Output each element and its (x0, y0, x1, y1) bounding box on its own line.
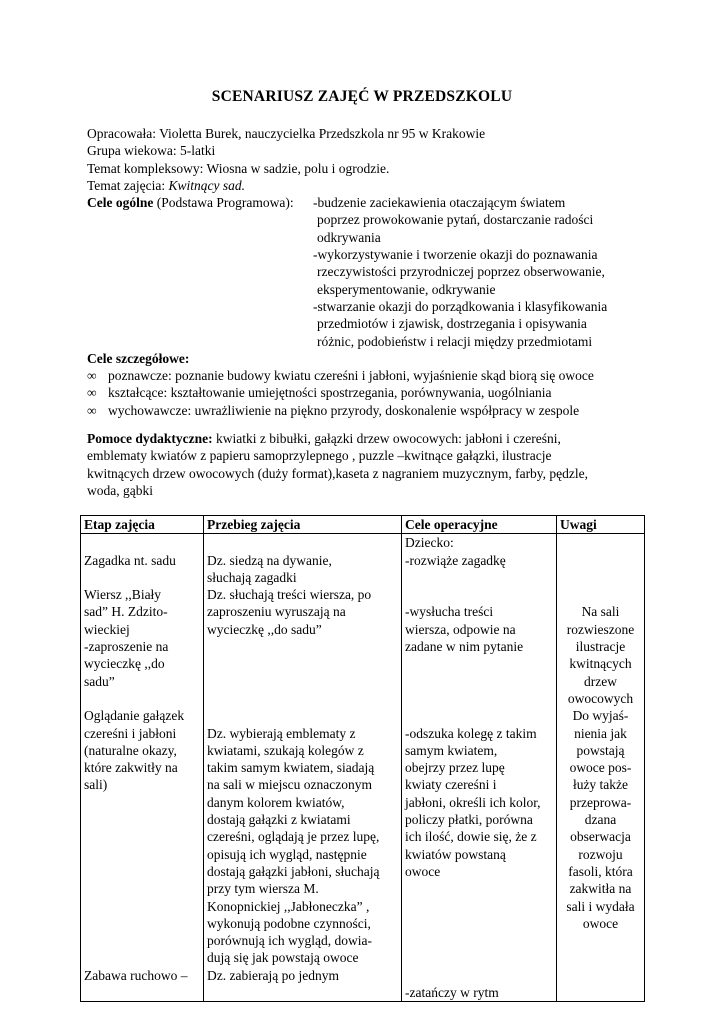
cell-line: (naturalne okazy, (84, 742, 177, 758)
aids-text: woda, gąbki (87, 482, 153, 498)
cell-line: -odszuka kolegę z takim (405, 725, 537, 741)
specific-goal-text: wychowawcze: uwrażliwienie na piękno przyrody, doskonalenie współpracy w zespole (108, 402, 580, 418)
general-goal-text: poprzez prowokowanie pytań, dostarczanie radości (317, 212, 594, 228)
general-goal-line (87, 281, 647, 298)
infinity-bullet-icon: ∞ (87, 385, 97, 401)
cell-line (405, 707, 553, 724)
cell-line: nienia jak (574, 725, 627, 741)
cell-line: wykonują podobne czynności, (207, 915, 371, 931)
cell-line: kwiatów powstaną (405, 846, 506, 862)
general-goal-line (87, 263, 647, 280)
table-cell (402, 534, 557, 586)
table-header-row (81, 516, 645, 534)
cell-line (405, 967, 553, 984)
cell-line: takim samym kwiatem, siadają (207, 760, 375, 776)
cell-line: jabłoni, określi ich kolor, (405, 794, 541, 810)
general-goal-line (87, 333, 647, 350)
cell-line: sad” H. Zdzito- (84, 604, 168, 620)
cell-line: opisują ich wygląd, następnie (207, 846, 367, 862)
cell-line: kwiaty czereśni i (405, 777, 497, 793)
general-goal-line (87, 211, 647, 228)
cell-line: na sali w miejscu oznaczonym (207, 777, 372, 793)
infinity-bullet-icon: ∞ (87, 368, 97, 384)
topic-label: Temat zajęcia: (87, 177, 169, 193)
cell-line: owoce (582, 915, 619, 931)
cell-line: czereśni, oglądają je przez lupę, (207, 829, 380, 845)
cell-line: dostają gałązki jabłoni, słuchają (207, 863, 380, 879)
cell-line: Dziecko: (405, 535, 454, 551)
cell-line: łuży także (572, 777, 629, 793)
cell-line: -zatańczy w rytm (405, 985, 499, 1001)
cell-line: zakwitła na (569, 881, 632, 897)
document-title: SCENARIUSZ ZAJĘĆ W PRZEDSZKOLU (211, 88, 513, 105)
group-line: Grupa wiekowa: 5-latki (87, 143, 216, 159)
list-item (87, 367, 647, 384)
cell-line: rozwoju (578, 846, 623, 862)
cell-line: Do wyjaś- (572, 708, 629, 724)
table-cell (204, 707, 402, 966)
cell-line (207, 707, 398, 724)
table-row (81, 534, 645, 586)
cell-line: zaproszeniu wyruszają na (207, 604, 346, 620)
cell-line: owoce pos- (569, 760, 632, 776)
aids-line (87, 430, 647, 447)
teaching-aids (87, 430, 647, 499)
infinity-bullet-icon: ∞ (87, 402, 97, 418)
general-goal-text: różnic, podobieństw i relacji między przedmiotami (317, 333, 593, 349)
table-cell (204, 967, 402, 1002)
cell-line: ich ilość, dowie się, że z (405, 829, 537, 845)
aids-line (87, 447, 647, 464)
list-item (87, 402, 647, 419)
table-cell (402, 967, 557, 1002)
table-cell (557, 967, 645, 1002)
topic-value: Kwitnący sad. (168, 177, 246, 193)
cell-line: owoce (405, 863, 441, 879)
general-goal-line (87, 246, 647, 263)
general-goal-line (87, 229, 647, 246)
table-cell (402, 586, 557, 707)
table-row (81, 707, 645, 966)
cell-line: przeprowa- (569, 794, 632, 810)
topic-line (87, 177, 647, 194)
cell-line: dują się jak powstają owoce (207, 950, 359, 966)
cell-line: słuchają zagadki (207, 569, 297, 585)
table-cell (81, 707, 204, 966)
cell-line: fasoli, która (568, 863, 633, 879)
aids-line (87, 465, 647, 482)
cell-line: powstają (576, 742, 625, 758)
general-goals (87, 194, 647, 350)
cell-line: porównują ich wygląd, dowia- (207, 933, 372, 949)
aids-text: kwiatki z bibułki, gałązki drzew owocowych: jabłoni i czereśni, (212, 431, 561, 446)
cell-line: danym kolorem kwiatów, (207, 794, 345, 810)
cell-line: policzy płatki, porówna (405, 812, 533, 828)
general-goal-text: rzeczywistości przyrodniczej poprzez obserwowanie, (317, 264, 605, 280)
general-goal-text: -wykorzystywanie i tworzenie okazji do poznawania (313, 247, 598, 263)
cell-line: wycieczkę ,,do sadu” (207, 621, 322, 637)
author-line: Opracowała: Violetta Burek, nauczycielka Przedszkola nr 95 w Krakowie (87, 126, 486, 141)
general-goal-text: -stwarzanie okazji do porządkowania i klasyfikowania (313, 298, 608, 314)
cell-line: Dz. zabierają po jednym (207, 967, 339, 983)
cell-line (405, 586, 553, 603)
header-notes: Uwagi (557, 516, 645, 534)
table-cell (204, 534, 402, 586)
cell-line: Na sali (581, 604, 620, 620)
table-cell (204, 586, 402, 707)
cell-line: dzana (584, 812, 617, 828)
general-goal-line (87, 194, 647, 211)
general-goal-text: eksperymentowanie, odkrywanie (317, 281, 496, 297)
header-objectives: Cele operacyjne (402, 516, 557, 534)
general-goal-text: odkrywania (317, 229, 381, 245)
table-row (81, 586, 645, 707)
specific-goal-text: kształcące: kształtowanie umiejętności spostrzegania, porównywania, uogólniania (108, 385, 552, 401)
cell-line (207, 534, 398, 551)
cell-line: dostają gałązki z kwiatami (207, 812, 351, 828)
cell-line: ilustracje (575, 639, 626, 655)
table-cell (81, 967, 204, 1002)
table-cell (557, 534, 645, 586)
cell-line: Dz. słuchają treści wiersza, po (207, 587, 372, 603)
cell-line: Zabawa ruchowo – (84, 967, 188, 983)
general-goal-line (87, 315, 647, 332)
cell-line: zadane w nim pytanie (405, 639, 524, 655)
aids-text: kwitnących drzew owocowych (duży format),kaseta z nagraniem muzycznym, farby, pędzle, (87, 465, 589, 481)
table-cell (557, 586, 645, 707)
cell-line: -rozwiąże zagadkę (405, 552, 506, 568)
cell-line: rozwieszone (566, 621, 635, 637)
table-cell (557, 707, 645, 966)
cell-line: Dz. wybierają emblematy z (207, 725, 356, 741)
cell-line: sali i wydała (566, 898, 635, 914)
table-body (81, 534, 645, 1002)
cell-line: sadu” (84, 673, 115, 689)
cell-line: samym kwiatem, (405, 742, 498, 758)
header-course: Przebieg zajęcia (204, 516, 402, 534)
aids-label: Pomoce dydaktyczne: (87, 431, 213, 446)
cell-line: obejrzy przez lupę (405, 760, 505, 776)
general-goal-text: -budzenie zaciekawienia otaczającym światem (313, 195, 566, 211)
table-row (81, 967, 645, 1002)
cell-line: Oglądanie gałązek (84, 708, 185, 724)
cell-line: sali) (84, 777, 108, 793)
general-goals-source: (Podstawa Programowa): (153, 195, 294, 211)
cell-line: przy tym wiersza M. (207, 881, 319, 897)
cell-line: owocowych (567, 690, 634, 706)
cell-line: Konopnickiej ,,Jabłoneczka” , (207, 898, 370, 914)
cell-line: Dz. siedzą na dywanie, (207, 552, 332, 568)
aids-text: emblematy kwiatów z papieru samoprzylepnego , puzzle –kwitnące gałązki, ilustracje (87, 448, 552, 464)
lesson-plan-table (80, 515, 645, 1002)
cell-line: wiersza, odpowie na (405, 621, 516, 637)
table-cell (402, 707, 557, 966)
cell-line: obserwacja (570, 829, 631, 845)
cell-line: wieckiej (84, 621, 130, 637)
cell-line: wycieczkę ,,do (84, 656, 165, 672)
aids-line (87, 482, 647, 499)
cell-line: które zakwitły na (84, 760, 178, 776)
cell-line (84, 534, 200, 551)
cell-line: Wiersz ,,Biały (84, 587, 162, 603)
specific-goal-text: poznawcze: poznanie budowy kwiatu czereśni i jabłoni, wyjaśnienie skąd biorą się owoce (108, 368, 594, 384)
table-cell (81, 586, 204, 707)
cell-line: kwitnących (569, 656, 632, 672)
general-goal-line (87, 298, 647, 315)
cell-line: Zagadka nt. sadu (84, 552, 176, 568)
cell-line: czereśni i jabłoni (84, 725, 177, 741)
specific-goals-heading: Cele szczegółowe: (87, 350, 190, 366)
specific-goals-list (87, 367, 647, 419)
general-goal-text: przedmiotów i zjawisk, dostrzegania i opisywania (317, 316, 587, 332)
document-header-info (87, 125, 647, 419)
general-goals-label: Cele ogólne (87, 195, 154, 211)
cell-line: -wysłucha treści (405, 604, 494, 620)
cell-line: -zaproszenie na (84, 639, 169, 655)
header-stage: Etap zajęcia (81, 516, 204, 534)
cell-line: drzew (584, 673, 617, 689)
cell-line (560, 586, 641, 603)
theme-line: Temat kompleksowy: Wiosna w sadzie, polu i ogrodzie. (87, 160, 390, 176)
cell-line: kwiatami, szukają kolegów z (207, 742, 364, 758)
list-item (87, 384, 647, 401)
table-cell (81, 534, 204, 586)
